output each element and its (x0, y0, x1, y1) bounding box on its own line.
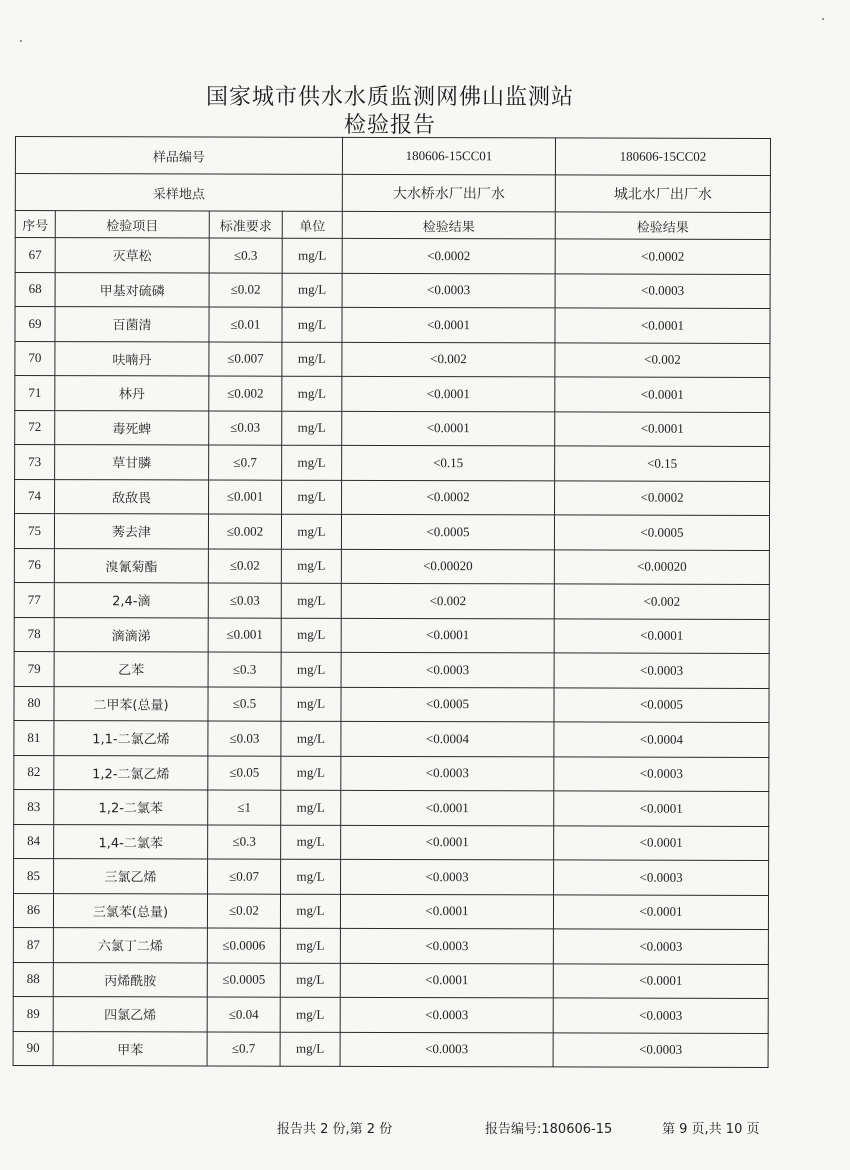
row-unit: mg/L (281, 687, 341, 722)
row-result-1: <0.0003 (340, 1032, 553, 1067)
row-seq: 84 (14, 824, 54, 859)
table-row (14, 686, 769, 722)
table-row (15, 376, 770, 412)
row-result-1: <0.0003 (342, 273, 555, 308)
row-seq: 74 (15, 479, 55, 514)
col-standard: 标准要求 (209, 211, 282, 238)
row-standard: ≤0.002 (209, 376, 282, 411)
row-result-1: <0.0005 (341, 514, 554, 549)
row-result-1: <0.0001 (341, 825, 554, 860)
row-result-2: <0.0001 (555, 411, 770, 446)
row-unit: mg/L (281, 825, 341, 860)
row-result-2: <0.0001 (555, 377, 770, 412)
row-seq: 85 (14, 858, 54, 893)
table-row (13, 927, 768, 963)
sample-no-label: 样品编号 (15, 137, 342, 175)
table-row (15, 410, 770, 446)
row-seq: 83 (14, 789, 54, 824)
row-seq: 87 (13, 927, 53, 962)
row-item: 滴滴涕 (54, 617, 208, 652)
row-unit: mg/L (280, 928, 340, 963)
row-result-2: <0.0001 (553, 894, 768, 929)
row-result-2: <0.0001 (554, 618, 769, 653)
row-item: 2,4-滴 (54, 583, 208, 618)
row-result-2: <0.0002 (555, 239, 770, 274)
row-seq: 76 (14, 548, 54, 583)
row-result-2: <0.0003 (553, 929, 768, 964)
scan-speck (20, 40, 22, 42)
row-standard: ≤0.002 (208, 514, 281, 549)
row-standard: ≤0.007 (209, 342, 282, 377)
row-unit: mg/L (281, 756, 341, 791)
row-unit: mg/L (280, 894, 340, 929)
table-row (14, 514, 769, 550)
row-seq: 73 (15, 445, 55, 480)
row-unit: mg/L (280, 963, 340, 998)
row-result-2: <0.0003 (553, 1032, 768, 1067)
row-unit: mg/L (281, 514, 341, 549)
row-seq: 90 (13, 1031, 53, 1066)
page-number: 第 9 页,共 10 页 (662, 1122, 760, 1137)
row-result-1: <0.0003 (341, 859, 554, 894)
row-standard: ≤0.001 (209, 480, 282, 515)
table-row (14, 755, 769, 791)
row-item: 甲苯 (53, 1031, 207, 1066)
row-result-1: <0.0004 (341, 721, 554, 756)
row-item: 毒死蜱 (55, 410, 209, 445)
row-result-2: <0.0001 (554, 825, 769, 860)
row-item: 敌敌畏 (55, 479, 209, 514)
row-item: 灭草松 (55, 238, 209, 273)
row-unit: mg/L (282, 238, 342, 273)
report-title: 国家城市供水水质监测网佛山监测站 (205, 85, 574, 110)
table-row (13, 996, 768, 1032)
col-result-1: 检验结果 (342, 211, 555, 239)
row-seq: 69 (15, 307, 55, 342)
row-result-2: <0.0001 (554, 791, 769, 826)
table-row (14, 582, 769, 618)
row-result-1: <0.0001 (340, 894, 553, 929)
sample-site-2: 城北水厂出厂水 (555, 175, 770, 213)
row-result-2: <0.0003 (553, 998, 768, 1033)
row-unit: mg/L (280, 1032, 340, 1067)
table-row (14, 789, 769, 825)
row-result-1: <0.0001 (341, 618, 554, 653)
row-unit: mg/L (282, 376, 342, 411)
row-result-1: <0.0001 (342, 307, 555, 342)
row-standard: ≤0.05 (208, 756, 281, 791)
row-result-2: <0.00020 (554, 549, 769, 584)
row-standard: ≤0.5 (208, 687, 281, 722)
row-item: 1,2-二氯乙烯 (54, 755, 208, 790)
row-standard: ≤0.02 (208, 549, 281, 584)
row-standard: ≤0.3 (209, 238, 282, 273)
table-row (13, 1031, 768, 1067)
row-result-1: <0.0003 (341, 652, 554, 687)
row-result-2: <0.002 (554, 584, 769, 619)
report-number: 报告编号:180606-15 (485, 1122, 613, 1137)
row-item: 三氯乙烯 (54, 859, 208, 894)
row-seq: 88 (13, 962, 53, 997)
row-unit: mg/L (280, 997, 340, 1032)
sample-site-row (15, 174, 770, 213)
row-unit: mg/L (282, 445, 342, 480)
row-result-1: <0.0003 (340, 997, 553, 1032)
sample-site-label: 采样地点 (15, 174, 342, 212)
row-item: 乙苯 (54, 652, 208, 687)
table-row (14, 548, 769, 584)
row-seq: 68 (15, 272, 55, 307)
row-item: 三氯苯(总量) (53, 893, 207, 928)
row-standard: ≤0.01 (209, 307, 282, 342)
row-unit: mg/L (281, 721, 341, 756)
col-unit: 单位 (282, 211, 342, 238)
row-result-2: <0.0005 (554, 687, 769, 722)
row-seq: 82 (14, 755, 54, 790)
row-unit: mg/L (281, 652, 341, 687)
row-standard: ≤0.07 (208, 859, 281, 894)
row-result-1: <0.0002 (342, 480, 555, 515)
row-result-1: <0.0003 (341, 756, 554, 791)
col-seq: 序号 (15, 211, 55, 238)
row-standard: ≤0.3 (208, 652, 281, 687)
row-result-1: <0.0005 (341, 687, 554, 722)
row-unit: mg/L (281, 790, 341, 825)
row-standard: ≤0.02 (209, 273, 282, 308)
row-seq: 79 (14, 651, 54, 686)
row-result-2: <0.0002 (555, 480, 770, 515)
row-result-2: <0.002 (555, 342, 770, 377)
row-standard: ≤0.0006 (207, 928, 280, 963)
row-result-2: <0.0001 (555, 308, 770, 343)
row-standard: ≤0.04 (207, 997, 280, 1032)
row-unit: mg/L (281, 549, 341, 584)
row-result-1: <0.0001 (341, 790, 554, 825)
row-item: 四氯乙烯 (53, 997, 207, 1032)
col-result-2: 检验结果 (555, 212, 770, 240)
row-result-1: <0.0003 (340, 928, 553, 963)
row-unit: mg/L (282, 411, 342, 446)
row-seq: 70 (15, 341, 55, 376)
table-row (14, 824, 769, 860)
report-subtitle: 检验报告 (343, 113, 436, 138)
row-result-2: <0.0001 (553, 963, 768, 998)
table-row (14, 651, 769, 687)
row-seq: 78 (14, 617, 54, 652)
table-row (15, 307, 770, 343)
row-standard: ≤0.02 (207, 894, 280, 929)
row-item: 草甘膦 (55, 445, 209, 480)
row-unit: mg/L (281, 583, 341, 618)
row-standard: ≤1 (208, 790, 281, 825)
row-unit: mg/L (282, 307, 342, 342)
table-row (14, 858, 769, 894)
row-unit: mg/L (281, 618, 341, 653)
row-unit: mg/L (281, 859, 341, 894)
row-standard: ≤0.3 (208, 825, 281, 860)
row-item: 1,4-二氯苯 (54, 824, 208, 859)
row-standard: ≤0.7 (209, 445, 282, 480)
table-row (15, 238, 770, 274)
row-standard: ≤0.001 (208, 618, 281, 653)
table-row (13, 893, 768, 929)
row-seq: 80 (14, 686, 54, 721)
row-item: 丙烯酰胺 (53, 962, 207, 997)
row-item: 溴氰菊酯 (54, 548, 208, 583)
row-result-2: <0.0003 (554, 860, 769, 895)
col-item: 检验项目 (55, 211, 209, 238)
row-seq: 89 (13, 996, 53, 1031)
row-seq: 72 (15, 410, 55, 445)
sample-code-1: 180606-15CC01 (342, 137, 555, 175)
row-result-1: <0.00020 (341, 549, 554, 584)
copies-info: 报告共 2 份,第 2 份 (277, 1122, 393, 1137)
row-result-1: <0.0001 (342, 376, 555, 411)
row-standard: ≤0.03 (209, 411, 282, 446)
row-result-2: <0.0003 (555, 273, 770, 308)
row-item: 百菌清 (55, 307, 209, 342)
sample-site-1: 大水桥水厂出厂水 (342, 174, 555, 212)
row-result-1: <0.15 (342, 445, 555, 480)
row-standard: ≤0.0005 (207, 963, 280, 998)
table-row (15, 341, 770, 377)
table-row (15, 272, 770, 308)
row-seq: 86 (13, 893, 53, 928)
row-unit: mg/L (282, 273, 342, 308)
row-item: 甲基对硫磷 (55, 272, 209, 307)
row-item: 六氯丁二烯 (53, 928, 207, 963)
row-item: 呋喃丹 (55, 341, 209, 376)
row-result-2: <0.0004 (554, 722, 769, 757)
column-header-row (15, 211, 770, 240)
row-seq: 67 (15, 238, 55, 273)
sample-code-2: 180606-15CC02 (555, 138, 770, 176)
results-table (13, 136, 771, 1068)
row-result-2: <0.15 (555, 446, 770, 481)
row-result-1: <0.0001 (342, 411, 555, 446)
row-seq: 81 (14, 720, 54, 755)
table-row (14, 617, 769, 653)
row-result-2: <0.0003 (554, 756, 769, 791)
row-standard: ≤0.03 (208, 583, 281, 618)
table-row (14, 720, 769, 756)
row-item: 二甲苯(总量) (54, 686, 208, 721)
table-row (15, 445, 770, 481)
row-result-1: <0.0001 (340, 963, 553, 998)
row-seq: 71 (15, 376, 55, 411)
row-seq: 77 (14, 582, 54, 617)
row-item: 莠去津 (54, 514, 208, 549)
row-result-1: <0.002 (341, 583, 554, 618)
scan-speck (822, 18, 824, 20)
row-result-1: <0.0002 (342, 238, 555, 273)
row-result-2: <0.0003 (554, 653, 769, 688)
row-standard: ≤0.03 (208, 721, 281, 756)
row-unit: mg/L (282, 480, 342, 515)
row-item: 林丹 (55, 376, 209, 411)
row-item: 1,1-二氯乙烯 (54, 721, 208, 756)
sample-no-row (15, 137, 770, 176)
row-result-1: <0.002 (342, 342, 555, 377)
row-seq: 75 (14, 514, 54, 549)
table-row (13, 962, 768, 998)
row-result-2: <0.0005 (554, 515, 769, 550)
table-row (15, 479, 770, 515)
row-item: 1,2-二氯苯 (54, 790, 208, 825)
row-unit: mg/L (282, 342, 342, 377)
row-standard: ≤0.7 (207, 1032, 280, 1067)
